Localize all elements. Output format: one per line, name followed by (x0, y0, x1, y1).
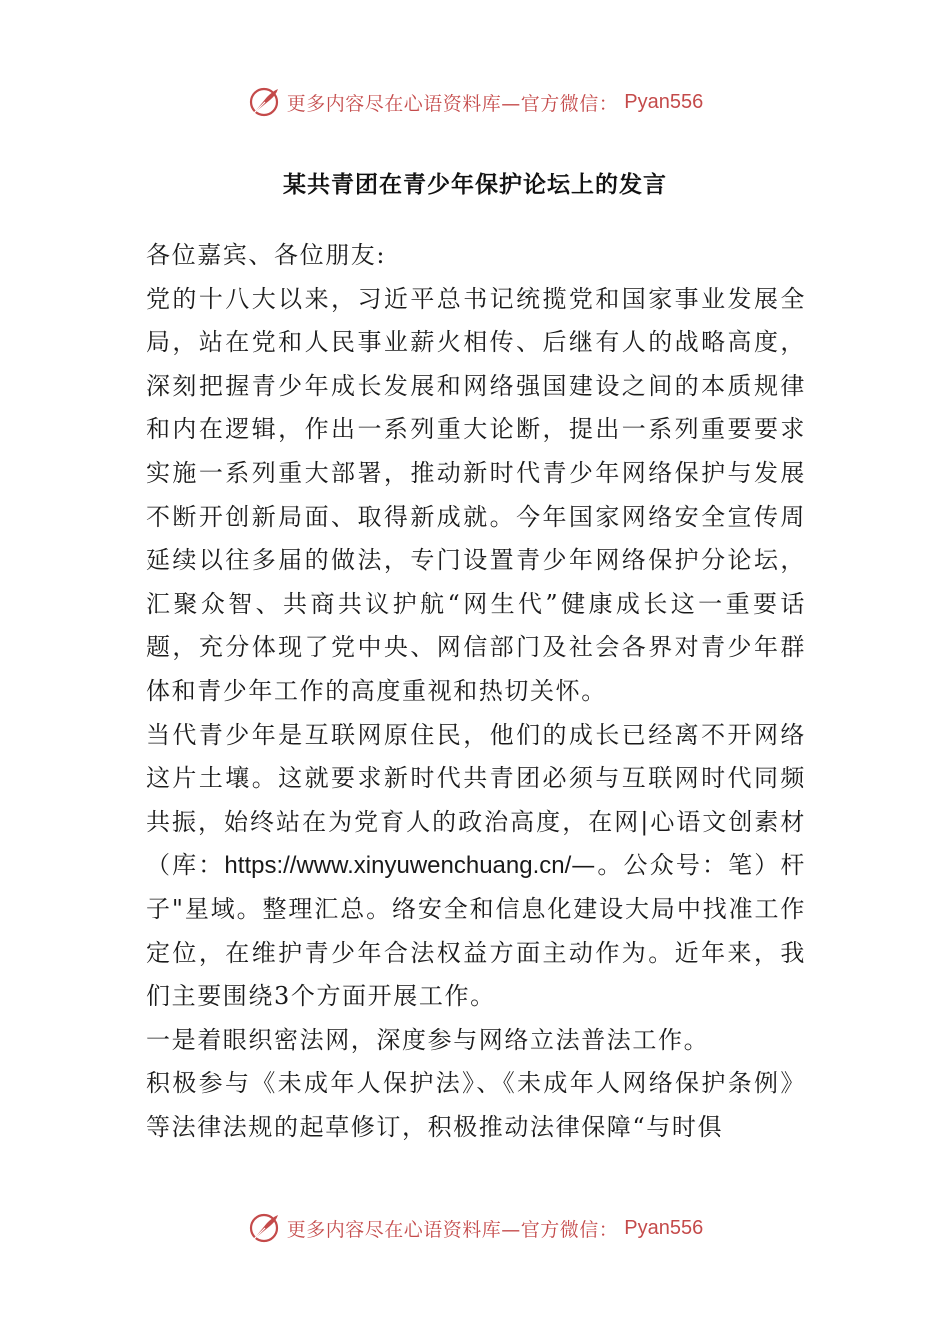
website-url: https://www.xinyuwenchuang.cn/ (224, 852, 572, 880)
header-watermark-banner (0, 82, 950, 122)
section-heading-paragraph: 一是着眼织密法网，深度参与网络立法普法工作。 (146, 1025, 710, 1054)
footer-watermark-banner (0, 1208, 950, 1248)
body-paragraph-with-link (146, 714, 806, 1019)
banner-text: 更多内容尽在心语资料库—官方微信： (286, 1218, 619, 1241)
paragraph-text: 当代青少年是互联网原住民，他们的成长已经离不开网络这片土壤。这就要求新时代共青团必须与互联网时代同频共振，始终站在为党育人的政治高度，在网|心语文创素材（库： (146, 720, 806, 880)
quill-pen-logo-icon (247, 85, 281, 119)
body-paragraph: 积极参与《未成年人保护法》、《未成年人网络保护条例》等法律法规的起草修订，积极推动法律保障“与时俱 (146, 1069, 806, 1141)
paragraph-text: —。公众号：笔）杆子"星域。整理汇总。络安全和信息化建设大局中找准工作定位，在维护青少年合法权益方面主动作为。近年来，我们主要围绕3个方面开展工作。 (146, 851, 806, 1011)
body-paragraph: 党的十八大以来，习近平总书记统揽党和国家事业发展全局，站在党和人民事业薪火相传、后继有人的战略高度，深刻把握青少年成长发展和网络强国建设之间的本质规律和内在逻辑，作出一系列重大论断，提出一系列重要要求实施一系列重大部署，推动新时代青少年网络保护与发展不断开创新局面、取得新成就。今年国家网络安全宣传周延续以往多届的做法，专门设置青少年网络保护分论坛，汇聚众智、共商共议护航“网生代”健康成长这一重要话题，充分体现了党中央、网信部门及社会各界对青少年群体和青少年工作的高度重视和热切关怀。 (146, 284, 806, 705)
banner-wechat-id: Pyan556 (624, 90, 704, 113)
document-body (146, 234, 806, 1149)
banner-wechat-id: Pyan556 (624, 1216, 704, 1239)
document-title: 某共青团在青少年保护论坛上的发言 (283, 172, 667, 198)
banner-text: 更多内容尽在心语资料库—官方微信： (286, 92, 619, 115)
salutation-paragraph: 各位嘉宾、各位朋友: (146, 241, 387, 269)
quill-pen-logo-icon (247, 1211, 281, 1245)
